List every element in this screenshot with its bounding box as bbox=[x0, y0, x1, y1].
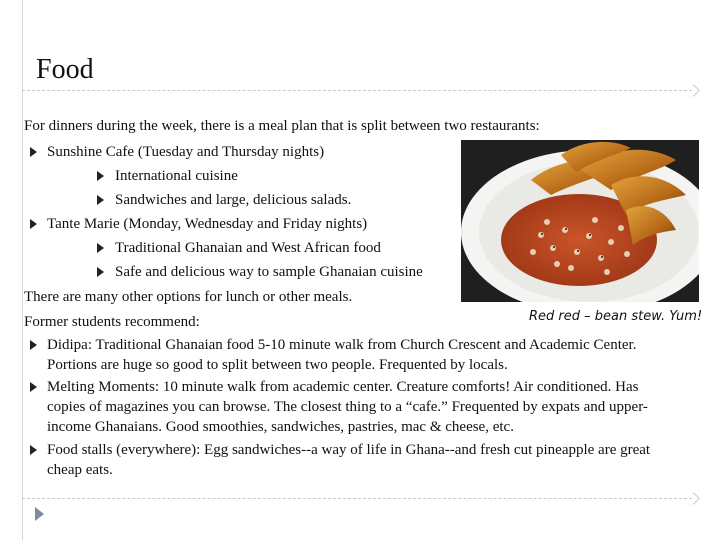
detail-text: International cuisine bbox=[115, 168, 238, 184]
bullet-arrow-icon bbox=[30, 219, 37, 229]
slide-corner-icon bbox=[35, 507, 44, 521]
recommendation-text: Didipa: Traditional Ghanaian food 5-10 minute walk from Church Crescent and Academic Center. Portions are huge so good to split between two people. Frequented by locals. bbox=[47, 337, 637, 373]
left-border-line bbox=[22, 0, 23, 540]
red-red-food-photo bbox=[461, 140, 699, 302]
recommendation-text: Food stalls (everywhere): Egg sandwiches--a way of life in Ghana--and fresh cut pineapple are great cheap eats. bbox=[47, 442, 651, 478]
restaurant-schedule: (Tuesday and Thursday nights) bbox=[134, 144, 325, 160]
footer-divider bbox=[22, 498, 692, 499]
photo-caption: Red red – bean stew. Yum! bbox=[529, 309, 703, 324]
detail-text: Traditional Ghanaian and West African food bbox=[115, 240, 381, 256]
bullet-arrow-icon bbox=[97, 267, 104, 277]
recommendation-text: Melting Moments: 10 minute walk from academic center. Creature comforts! Air conditioned. Has copies of magazines you can browse. The closest thing to a “cafe.” Frequented by expats and upper-income Ghanaians. Good smoothies, sandwiches, pastries, mac & cheese, etc. bbox=[47, 379, 648, 435]
bullet-arrow-icon bbox=[30, 445, 37, 455]
title-divider bbox=[22, 90, 692, 91]
bullet-arrow-icon bbox=[30, 340, 37, 350]
bullet-arrow-icon bbox=[30, 382, 37, 392]
detail-text: Sandwiches and large, delicious salads. bbox=[115, 192, 352, 208]
restaurant-name: Tante Marie bbox=[47, 216, 120, 232]
restaurant-schedule: (Monday, Wednesday and Friday nights) bbox=[119, 216, 368, 232]
recommend-label: Former students recommend: bbox=[24, 314, 200, 330]
bullet-arrow-icon bbox=[97, 195, 104, 205]
other-options-text: There are many other options for lunch or other meals. bbox=[24, 289, 353, 305]
bullet-arrow-icon bbox=[97, 243, 104, 253]
food-plate-illustration bbox=[461, 140, 699, 302]
restaurant-name: Sunshine Cafe bbox=[47, 144, 135, 160]
bullet-arrow-icon bbox=[30, 147, 37, 157]
bullet-arrow-icon bbox=[97, 171, 104, 181]
detail-text: Safe and delicious way to sample Ghanaian cuisine bbox=[115, 264, 423, 280]
intro-text: For dinners during the week, there is a meal plan that is split between two restaurants: bbox=[24, 118, 540, 134]
slide-title: Food bbox=[36, 54, 94, 85]
